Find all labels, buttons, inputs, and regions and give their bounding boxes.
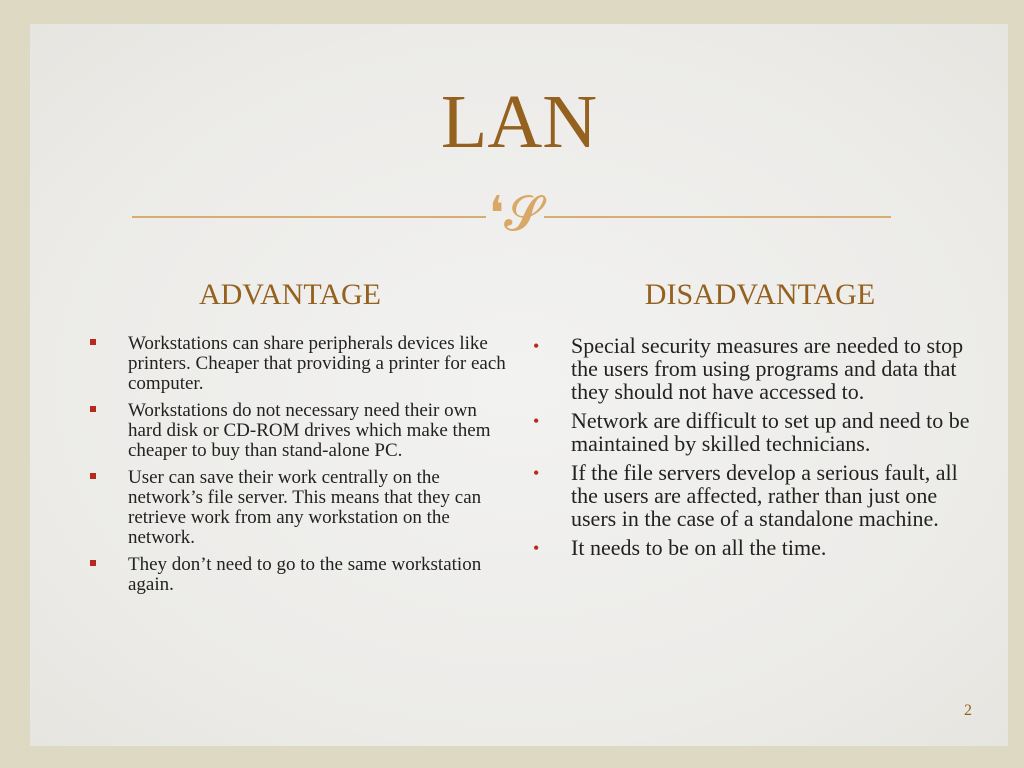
- slide: [30, 24, 1008, 746]
- list-item: [88, 401, 508, 461]
- list-item: [530, 409, 970, 455]
- list-item: [88, 555, 508, 595]
- list-item-text: Workstations do not necessary need their own hard disk or CD-ROM drives which make them cheaper to buy than stand-alone PC.: [128, 400, 491, 461]
- slide-title: LAN: [440, 80, 598, 164]
- list-item: [530, 536, 970, 559]
- list-item-text: Special security measures are needed to stop the users from using programs and data that they should not have accessed to.: [571, 333, 964, 404]
- disadvantage-list: [530, 334, 970, 565]
- square-bullet-icon: [90, 473, 96, 479]
- title-divider-left: [132, 216, 486, 218]
- list-item-text: They don’t need to go to the same workstation again.: [128, 554, 482, 595]
- list-item: [530, 334, 970, 403]
- list-item: [88, 334, 508, 394]
- list-item-text: If the file servers develop a serious fault, all the users are affected, rather than just one users in the case of a standalone machine.: [571, 460, 958, 531]
- list-item-text: Workstations can share peripherals devices like printers. Cheaper that providing a printer for each computer.: [128, 333, 506, 394]
- list-item-text: It needs to be on all the time.: [571, 535, 827, 560]
- advantage-heading: ADVANTAGE: [198, 278, 382, 311]
- decorative-swirl-icon: ❛𝓢: [488, 186, 542, 242]
- advantage-list: [88, 334, 508, 602]
- round-bullet-icon: •: [533, 336, 540, 356]
- list-item: [88, 468, 508, 548]
- disadvantage-heading: DISADVANTAGE: [644, 278, 876, 311]
- square-bullet-icon: [90, 560, 96, 566]
- round-bullet-icon: •: [533, 411, 540, 431]
- round-bullet-icon: •: [533, 463, 540, 483]
- list-item-text: User can save their work centrally on the network’s file server. This means that they can retrieve work from any workstation on the network.: [128, 467, 482, 548]
- square-bullet-icon: [90, 339, 96, 345]
- title-divider-right: [544, 216, 891, 218]
- round-bullet-icon: •: [533, 538, 540, 558]
- list-item-text: Network are difficult to set up and need to be maintained by skilled technicians.: [571, 408, 970, 456]
- square-bullet-icon: [90, 406, 96, 412]
- page-number: 2: [964, 702, 972, 719]
- list-item: [530, 461, 970, 530]
